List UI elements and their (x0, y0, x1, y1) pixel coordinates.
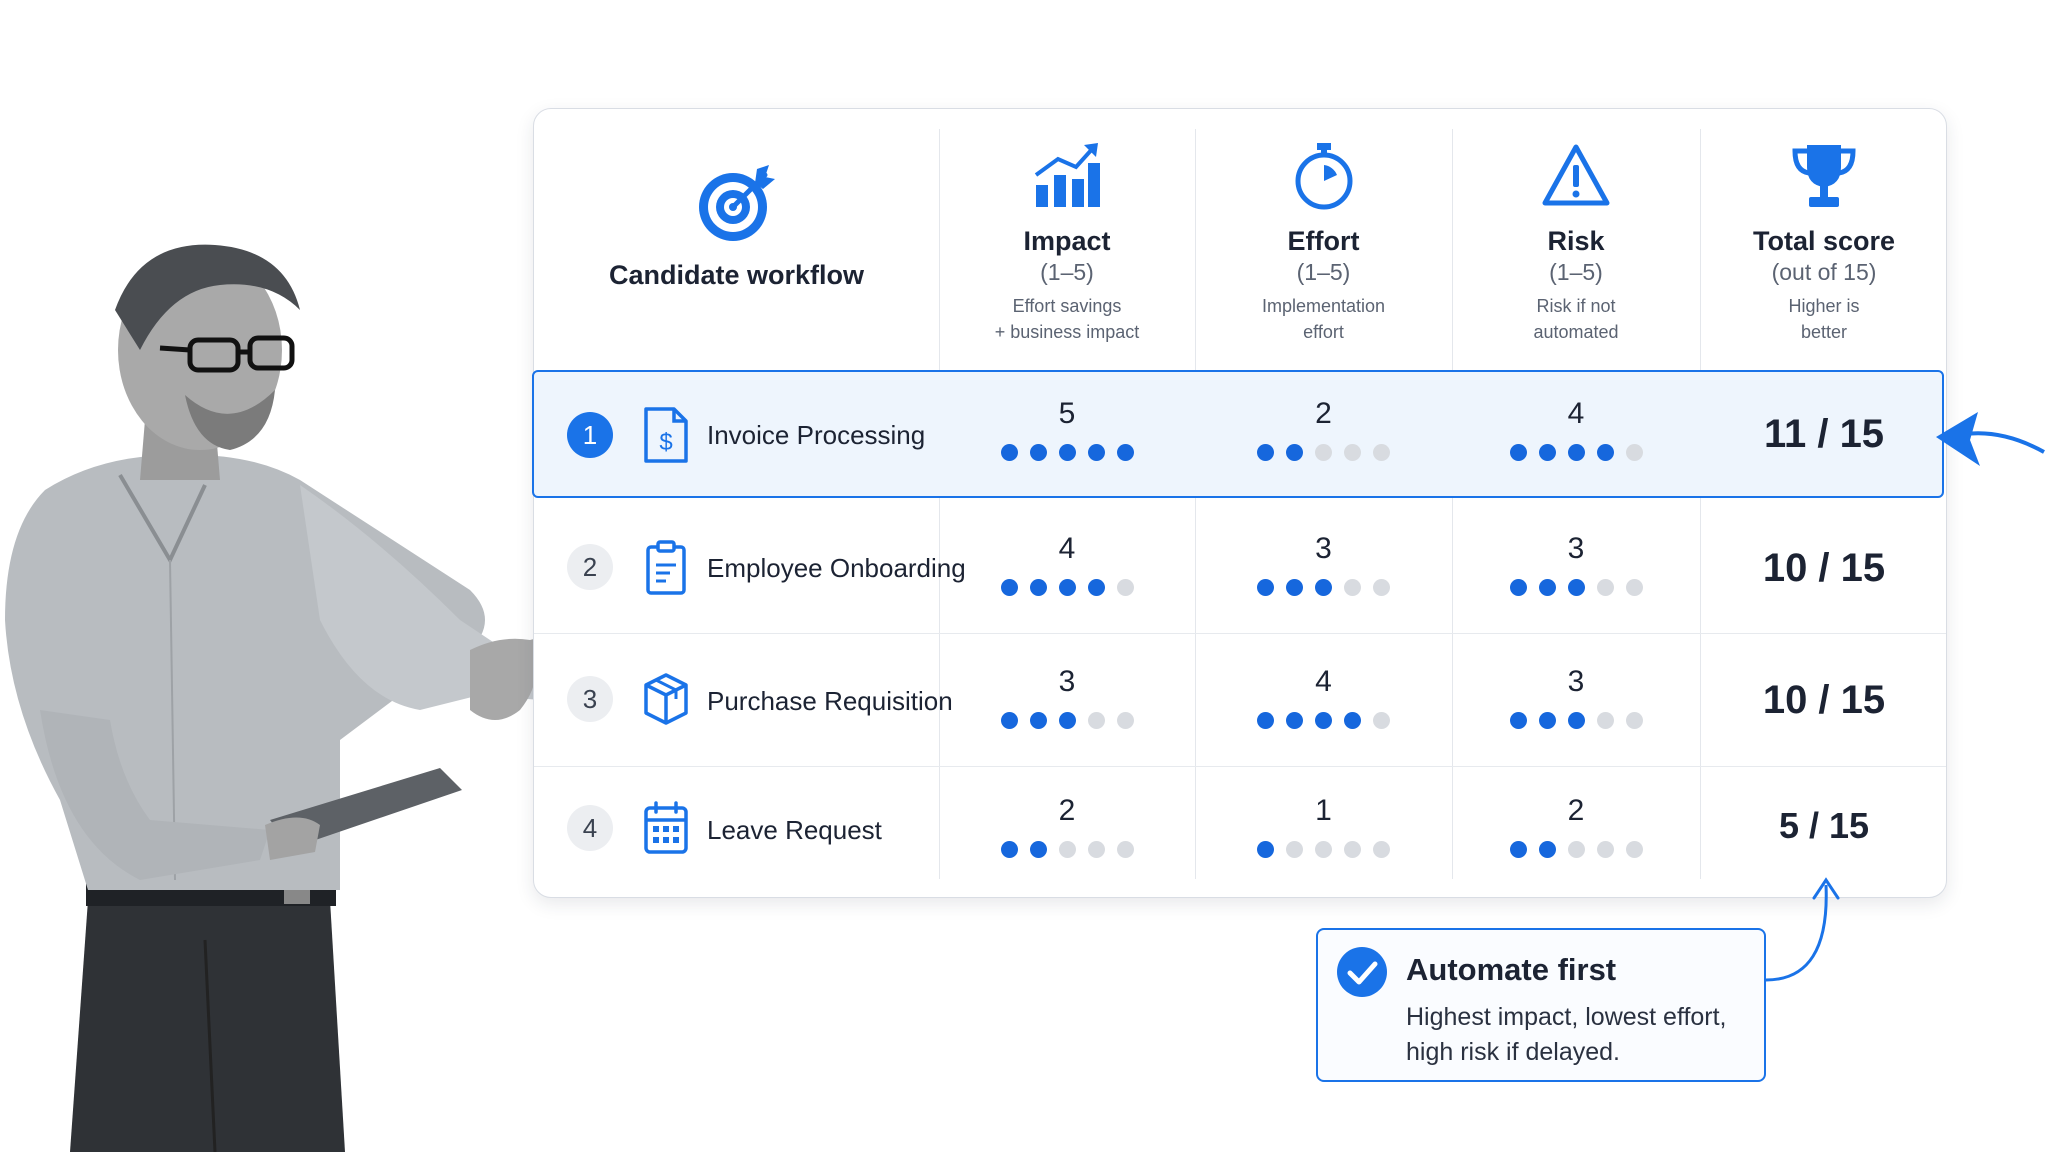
rating-dot-filled (1539, 579, 1556, 596)
rating-dot-filled (1344, 712, 1361, 729)
effort-title: Effort (1287, 226, 1360, 256)
rank-badge: 4 (567, 805, 613, 851)
svg-text:$: $ (659, 429, 673, 456)
impact-title: Impact (1023, 226, 1111, 256)
rating-dot-empty (1626, 579, 1643, 596)
rank-badge: 1 (567, 412, 613, 458)
rating-dot-filled (1030, 841, 1047, 858)
score-value: 4 (1567, 397, 1585, 430)
rating-dot-filled (1315, 579, 1332, 596)
callout-connector-arrow (1766, 885, 1826, 980)
automate-first-callout (1316, 928, 1766, 1082)
workflow-column-header (534, 109, 939, 369)
rating-dot-filled (1539, 712, 1556, 729)
rating-dot-empty (1344, 841, 1361, 858)
bar-chart-up-icon (1032, 141, 1102, 211)
score-value: 1 (1315, 794, 1332, 827)
calendar-icon (642, 800, 690, 856)
impact-score (939, 531, 1195, 596)
rating-dot-empty (1088, 841, 1105, 858)
rating-dot-filled (1286, 444, 1303, 461)
risk-score (1452, 793, 1700, 858)
rating-dot-filled (1088, 444, 1105, 461)
impact-range: (1–5) (1040, 259, 1094, 285)
callout-title: Automate first (1406, 952, 1617, 987)
rating-dot-filled (1568, 444, 1585, 461)
rating-dot-filled (1257, 841, 1274, 858)
score-value: 2 (1315, 397, 1332, 430)
score-dots (1452, 444, 1700, 461)
rating-dot-filled (1510, 444, 1527, 461)
rating-dot-filled (1257, 579, 1274, 596)
table-row[interactable] (534, 634, 1946, 766)
impact-score (939, 396, 1195, 461)
score-dots (1195, 841, 1452, 858)
score-value: 5 (1058, 397, 1076, 430)
total-range: (out of 15) (1771, 259, 1877, 285)
rating-dot-empty (1315, 841, 1332, 858)
workflow-column-title: Candidate workflow (608, 260, 865, 290)
checkmark-circle-icon (1336, 946, 1388, 998)
risk-score (1452, 396, 1700, 461)
rating-dot-empty (1117, 579, 1134, 596)
rating-dot-filled (1568, 579, 1585, 596)
rating-dot-filled (1030, 712, 1047, 729)
rating-dot-filled (1315, 712, 1332, 729)
score-dots (1452, 841, 1700, 858)
rating-dot-empty (1373, 579, 1390, 596)
effort-column-header (1195, 109, 1452, 369)
impact-column-header (939, 109, 1195, 369)
rank-badge: 3 (567, 676, 613, 722)
stopwatch-icon (1289, 141, 1359, 211)
rating-dot-filled (1001, 579, 1018, 596)
rank-badge: 2 (567, 544, 613, 590)
total-score: 10 / 15 (1762, 546, 1886, 590)
rating-dot-empty (1117, 841, 1134, 858)
rating-dot-empty (1597, 579, 1614, 596)
score-dots (939, 444, 1195, 461)
rating-dot-filled (1510, 579, 1527, 596)
score-dots (1195, 579, 1452, 596)
rating-dot-empty (1597, 841, 1614, 858)
risk-score (1452, 664, 1700, 729)
score-dots (1452, 579, 1700, 596)
rating-dot-filled (1257, 444, 1274, 461)
callout-text: Highest impact, lowest effort, high risk if delayed. (1406, 1003, 1727, 1066)
rating-dot-empty (1597, 712, 1614, 729)
rating-dot-filled (1059, 579, 1076, 596)
effort-description: Implementation effort (1261, 296, 1386, 342)
row-pointer-arrow (1950, 433, 2044, 452)
score-dots (1452, 712, 1700, 729)
rating-dot-filled (1117, 444, 1134, 461)
total-score: 10 / 15 (1762, 678, 1886, 722)
effort-score (1195, 793, 1452, 858)
rating-dot-empty (1373, 841, 1390, 858)
package-box-icon (642, 671, 690, 727)
rating-dot-filled (1286, 712, 1303, 729)
score-dots (1195, 444, 1452, 461)
total-description: Higher is better (1788, 296, 1860, 342)
rating-dot-filled (1568, 712, 1585, 729)
rating-dot-empty (1373, 444, 1390, 461)
effort-score (1195, 396, 1452, 461)
rating-dot-empty (1568, 841, 1585, 858)
rating-dot-filled (1001, 841, 1018, 858)
effort-range: (1–5) (1296, 259, 1351, 285)
score-dots (939, 841, 1195, 858)
rating-dot-filled (1510, 841, 1527, 858)
rating-dot-empty (1117, 712, 1134, 729)
rating-dot-empty (1315, 444, 1332, 461)
effort-score (1195, 664, 1452, 729)
score-value: 4 (1058, 532, 1076, 565)
table-row[interactable] (534, 501, 1946, 633)
risk-description: Risk if not automated (1533, 296, 1619, 342)
effort-score (1195, 531, 1452, 596)
score-value: 2 (1058, 794, 1076, 827)
rating-dot-empty (1059, 841, 1076, 858)
rating-dot-empty (1286, 841, 1303, 858)
trophy-icon (1789, 141, 1859, 211)
rating-dot-filled (1001, 712, 1018, 729)
score-value: 3 (1567, 532, 1585, 565)
risk-title: Risk (1547, 226, 1605, 256)
total-score: 5 / 15 (1778, 805, 1870, 846)
impact-score (939, 664, 1195, 729)
workflow-name: Leave Request (707, 815, 882, 845)
score-value: 3 (1058, 665, 1076, 698)
impact-score (939, 793, 1195, 858)
rating-dot-filled (1030, 579, 1047, 596)
table-row[interactable] (534, 767, 1946, 893)
workflow-score-table (533, 108, 1947, 898)
score-value: 3 (1315, 532, 1332, 565)
workflow-name: Employee Onboarding (707, 553, 966, 583)
rating-dot-filled (1597, 444, 1614, 461)
score-value: 2 (1567, 794, 1585, 827)
score-dots (1195, 712, 1452, 729)
table-row[interactable] (534, 372, 1946, 498)
risk-column-header (1452, 109, 1700, 369)
risk-range: (1–5) (1549, 259, 1603, 285)
total-title: Total score (1752, 226, 1896, 256)
score-dots (939, 712, 1195, 729)
rating-dot-filled (1539, 841, 1556, 858)
rating-dot-filled (1059, 444, 1076, 461)
rating-dot-empty (1626, 841, 1643, 858)
score-value: 4 (1315, 665, 1332, 698)
presenter-illustration (0, 240, 560, 1152)
rating-dot-filled (1257, 712, 1274, 729)
warning-triangle-icon (1541, 141, 1611, 211)
clipboard-icon (642, 539, 690, 595)
rating-dot-filled (1539, 444, 1556, 461)
risk-score (1452, 531, 1700, 596)
rating-dot-filled (1286, 579, 1303, 596)
score-dots (939, 579, 1195, 596)
impact-description: Effort savings + business impact (994, 296, 1140, 342)
score-value: 3 (1567, 665, 1585, 698)
rating-dot-filled (1030, 444, 1047, 461)
workflow-name: Invoice Processing (707, 420, 926, 450)
rating-dot-filled (1088, 579, 1105, 596)
rating-dot-empty (1344, 579, 1361, 596)
rating-dot-empty (1088, 712, 1105, 729)
rating-dot-empty (1344, 444, 1361, 461)
rating-dot-empty (1626, 444, 1643, 461)
workflow-name: Purchase Requisition (707, 686, 953, 716)
rating-dot-empty (1626, 712, 1643, 729)
rating-dot-filled (1059, 712, 1076, 729)
rating-dot-filled (1001, 444, 1018, 461)
rating-dot-filled (1510, 712, 1527, 729)
rating-dot-empty (1373, 712, 1390, 729)
total-score: 11 / 15 (1763, 412, 1885, 456)
target-icon (695, 161, 779, 245)
invoice-icon (642, 407, 690, 463)
total-column-header (1700, 109, 1948, 369)
